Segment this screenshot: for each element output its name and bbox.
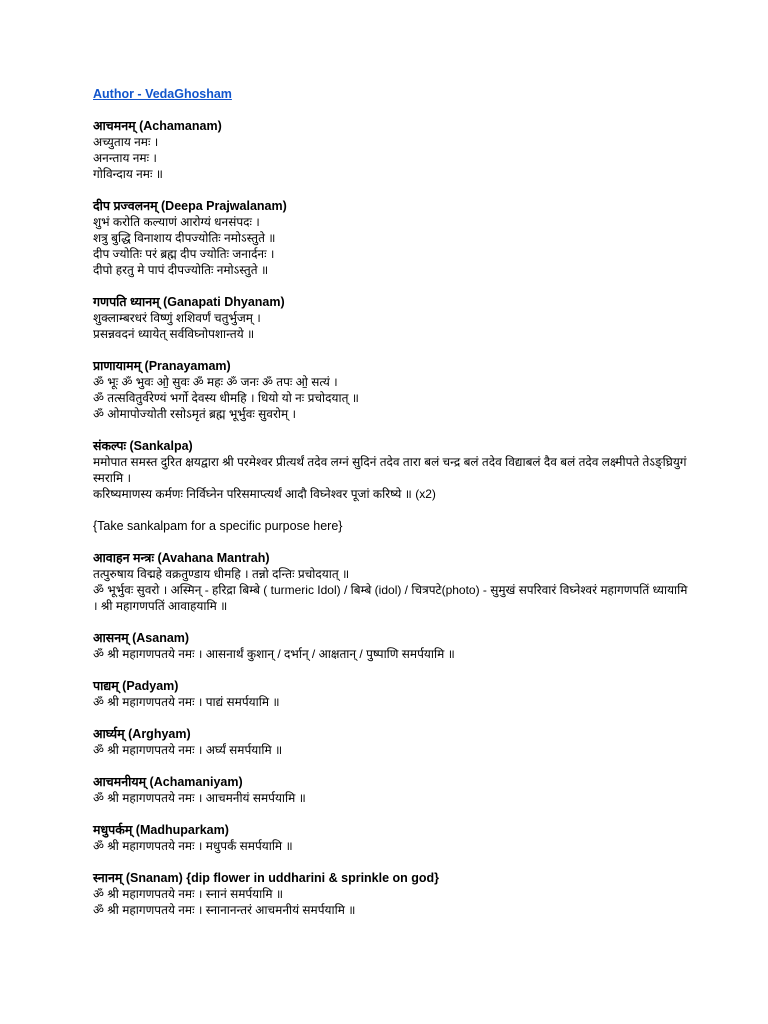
mantra-section: [93, 550, 693, 614]
mantra-line: शुक्लाम्बरधरं विष्णुं शशिवर्णं चतुर्भुजम् ।: [93, 311, 261, 325]
mantra-line: ममोपात समस्त दुरित क्षयद्वारा श्री परमेश्वर प्रीत्यर्थं तदेव लग्नं सुदिनं तदेव तारा बलं चन्द्र बलं तदेव विद्याबलं दैव बलं तदेव लक्ष्मीपते तेऽङ्घ्रियुगं स्मरामि ।: [93, 455, 687, 485]
section-group-2: [93, 550, 693, 918]
section-heading: संकल्पः (Sankalpa): [93, 439, 193, 453]
mantra-line: अनन्ताय नमः ।: [93, 151, 157, 165]
mantra-section: [93, 870, 693, 918]
section-heading: पाद्यम् (Padyam): [93, 679, 179, 693]
section-heading: आचमनम् (Achamanam): [93, 119, 222, 133]
mantra-line: दीप ज्योतिः परं ब्रह्म दीप ज्योतिः जनार्दनः ।: [93, 247, 275, 261]
mantra-section: [93, 678, 693, 710]
sankalpam-note: {Take sankalpam for a specific purpose here}: [93, 519, 343, 533]
mantra-line: ॐ श्री महागणपतये नमः । अर्घ्यं समर्पयामि ॥: [93, 743, 283, 757]
mantra-line: ॐ ओमापोज्योती रसोऽमृतं ब्रह्म भूर्भुवः सुवरोम् ।: [93, 407, 297, 421]
section-heading: मधुपर्कम् (Madhuparkam): [93, 823, 229, 837]
mantra-line: ॐ श्री महागणपतये नमः । आचमनीयं समर्पयामि ॥: [93, 791, 306, 805]
mantra-section: [93, 198, 693, 278]
author-link[interactable]: Author - VedaGhosham: [93, 87, 232, 101]
mantra-section: [93, 822, 693, 854]
mantra-section: [93, 630, 693, 662]
mantra-line: गोविन्दाय नमः ॥: [93, 167, 163, 181]
mantra-line: ॐ श्री महागणपतये नमः । स्नानं समर्पयामि ॥: [93, 887, 284, 901]
section-heading: स्नानम् (Snanam) {dip flower in uddharini & sprinkle on god}: [93, 871, 440, 885]
mantra-section: [93, 774, 693, 806]
mantra-section: [93, 118, 693, 182]
mantra-section: [93, 726, 693, 758]
mantra-line: अच्युताय नमः ।: [93, 135, 159, 149]
mantra-line: ॐ भूर्भुवः सुवरो । अस्मिन् - हरिद्रा बिम्बे ( turmeric Idol) / बिम्बे (idol) / चित्रपटे(photo) - सुमुखं सपरिवारं विघ्नेश्वरं महागणपतिं ध्यायामि । श्री महागणपतिं आवाहयामि ॥: [93, 583, 688, 613]
mantra-line: तत्पुरुषाय विद्महे वक्रतुण्डाय धीमहि । तन्नो दन्तिः प्रचोदयात् ॥: [93, 567, 350, 581]
mantra-section: [93, 294, 693, 342]
mantra-section: [93, 358, 693, 422]
mantra-line: करिष्यमाणस्य कर्मणः निर्विघ्नेन परिसमाप्त्यर्थं आदौ विघ्नेश्वर पूजां करिष्ये ॥ (x2): [93, 487, 436, 501]
mantra-line: शुभं करोति कल्याणं आरोग्यं धनसंपदः ।: [93, 215, 260, 229]
section-heading: आर्घ्यम् (Arghyam): [93, 727, 191, 741]
section-heading: आसनम् (Asanam): [93, 631, 190, 645]
section-heading: दीप प्रज्वलनम् (Deepa Prajwalanam): [93, 199, 287, 213]
mantra-line: ॐ श्री महागणपतये नमः । आसनार्थं कुशान् / दर्भान् / आक्षतान् / पुष्पाणि समर्पयामि ॥: [93, 647, 455, 661]
document-content: [93, 86, 693, 934]
mantra-line: प्रसन्नवदनं ध्यायेत् सर्वविघ्नोपशान्तये ॥: [93, 327, 255, 341]
mantra-section: [93, 438, 693, 502]
section-heading: आचमनीयम् (Achamaniyam): [93, 775, 243, 789]
mantra-line: ॐ श्री महागणपतये नमः । स्नानानन्तरं आचमनीयं समर्पयामि ॥: [93, 903, 356, 917]
mantra-line: ॐ भूः ॐ भुवः ओ॒ सुवः ॐ महः ॐ जनः ॐ तपः ओ॒ सत्यं ।: [93, 375, 338, 389]
section-group-1: [93, 118, 693, 502]
mantra-line: ॐ श्री महागणपतये नमः । मधुपर्कं समर्पयामि ॥: [93, 839, 293, 853]
section-heading: आवाहन मन्त्रः (Avahana Mantrah): [93, 551, 270, 565]
mantra-line: शत्रु बुद्धि विनाशाय दीपज्योतिः नमोऽस्तुते ॥: [93, 231, 276, 245]
mantra-line: दीपो हरतु मे पापं दीपज्योतिः नमोऽस्तुते ॥: [93, 263, 269, 277]
mantra-line: ॐ श्री महागणपतये नमः । पाद्यं समर्पयामि ॥: [93, 695, 280, 709]
mantra-line: ॐ तत्सवितुर्वरेण्यं भर्गो देवस्य धीमहि । धियो यो नः प्रचोदयात् ॥: [93, 391, 359, 405]
section-heading: प्राणायामम् (Pranayamam): [93, 359, 231, 373]
section-heading: गणपति ध्यानम् (Ganapati Dhyanam): [93, 295, 285, 309]
